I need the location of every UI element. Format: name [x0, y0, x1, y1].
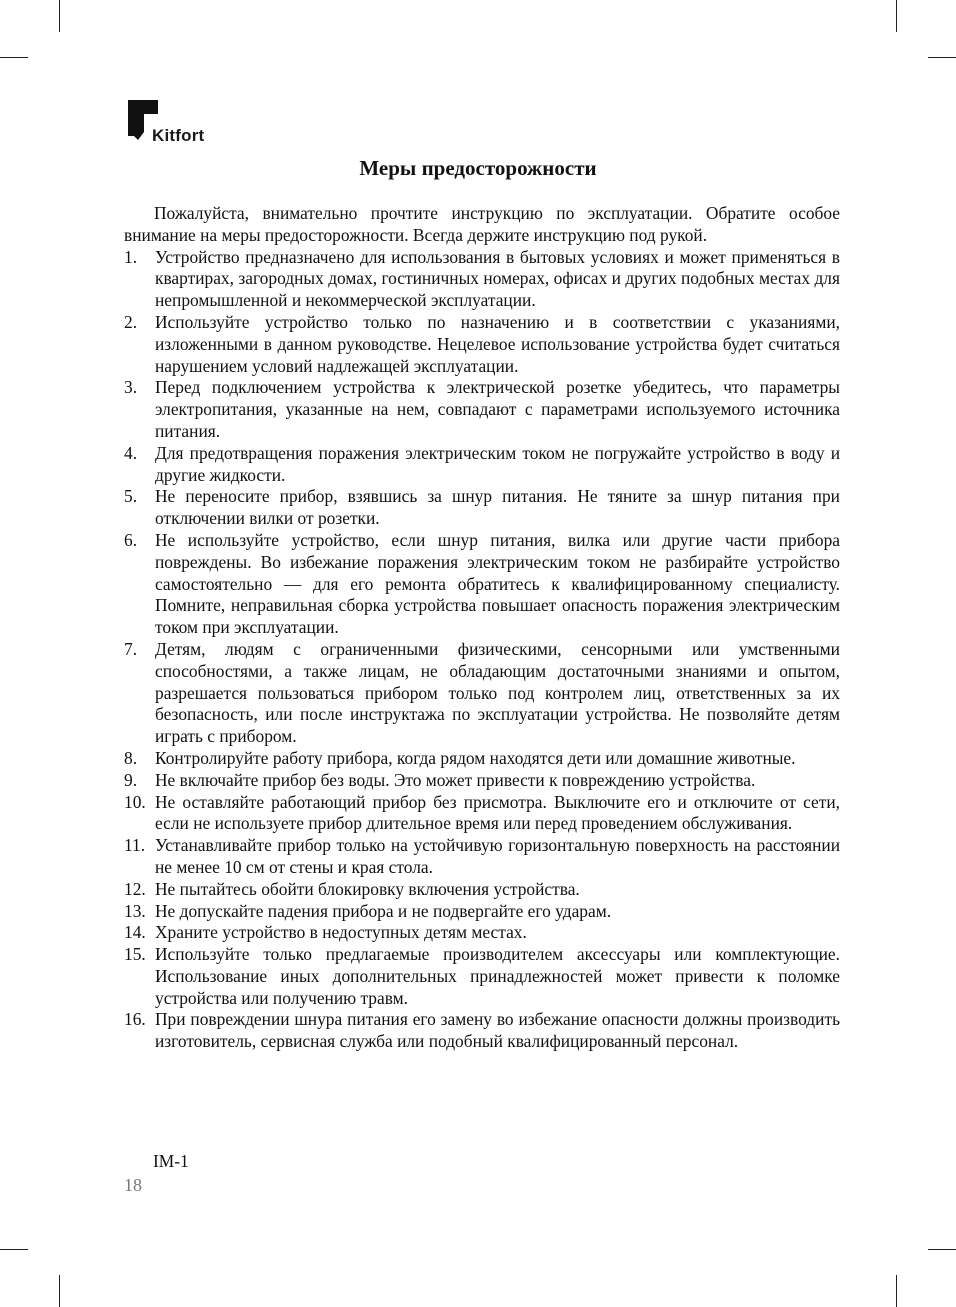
- list-item: [124, 377, 840, 442]
- list-item-number: 3.: [124, 377, 138, 398]
- list-item: [124, 901, 840, 923]
- crop-mark: [928, 57, 956, 58]
- list-item-number: 14.: [124, 922, 146, 943]
- list-item-number: 13.: [124, 900, 146, 921]
- list-item-number: 1.: [124, 246, 138, 267]
- list-item-text: Не используйте устройство, если шнур питания, вилка или другие части прибора повреждены. Во избежание поражения электрическим током не разбирайте устройство самостоятельно — для его ремонта обратитесь к квалифицированному специалисту. Помните, неправильная сборка устройства повышает опасность поражения электрическим током при эксплуатации.: [155, 529, 840, 638]
- list-item: [124, 835, 840, 879]
- list-item: [124, 639, 840, 748]
- list-item-number: 8.: [124, 747, 138, 768]
- crop-mark: [928, 1249, 956, 1250]
- list-item-text: Не переносите прибор, взявшись за шнур питания. Не тяните за шнур питания при отключении вилки от розетки.: [155, 486, 840, 529]
- document-code: IM-1: [153, 1151, 189, 1171]
- list-item: [124, 443, 840, 487]
- list-item: [124, 530, 840, 639]
- list-item-text: Не оставляйте работающий прибор без присмотра. Выключите его и отключите от сети, если не используете прибор длительное время или перед проведением обслуживания.: [155, 791, 840, 834]
- list-item: [124, 792, 840, 836]
- list-item-text: Не допускайте падения прибора и не подвергайте его ударам.: [155, 900, 612, 921]
- list-item-text: Контролируйте работу прибора, когда рядом находятся дети или домашние животные.: [155, 747, 796, 768]
- list-item-number: 10.: [124, 791, 146, 812]
- list-item: [124, 312, 840, 377]
- list-item-number: 9.: [124, 769, 138, 790]
- list-item: [124, 879, 840, 901]
- crop-mark: [59, 0, 60, 32]
- page-title: Меры предосторожности: [359, 156, 597, 180]
- list-item: [124, 486, 840, 530]
- list-item-text: Устройство предназначено для использования в бытовых условиях и может применяться в квартирах, загородных домах, гостиничных номерах, офисах и других подобных местах для непромышленной и некоммерческой эксплуатации.: [155, 246, 840, 311]
- crop-mark: [896, 0, 897, 32]
- intro-paragraph: Пожалуйста, внимательно прочтите инструкцию по эксплуатации. Обратите особое внимание на меры предосторожности. Всегда держите инструкцию под рукой.: [124, 203, 840, 245]
- list-item: [124, 247, 840, 312]
- list-item: [124, 922, 840, 944]
- list-item-number: 15.: [124, 944, 146, 965]
- list-item-number: 6.: [124, 529, 138, 550]
- safety-text: [124, 203, 840, 1053]
- list-item-text: Детям, людям с ограниченными физическими, сенсорными или умственными способностями, а также лицам, не обладающим достаточными знаниями и опытом, разрешается пользоваться прибором только под контролем лиц, ответственных за их безопасность, или после инструктажа по эксплуатации устройства. Не позволяйте детям играть с прибором.: [155, 638, 840, 747]
- list-item-text: Устанавливайте прибор только на устойчивую горизонтальную поверхность на расстоянии не менее 10 см от стены и края стола.: [155, 835, 840, 877]
- list-item: [124, 770, 840, 792]
- list-item-text: Для предотвращения поражения электрическим током не погружайте устройство в воду и другие жидкости.: [155, 442, 840, 485]
- list-item-text: Храните устройство в недоступных детям местах.: [155, 922, 527, 943]
- list-item: [124, 748, 840, 770]
- list-item-text: Используйте устройство только по назначению и в соответствии с указаниями, изложенными в данном руководстве. Нецелевое использование устройства будет считаться нарушением условий надлежащей эксплуатации.: [155, 311, 840, 376]
- list-item-number: 5.: [124, 486, 138, 507]
- list-item-text: Не пытайтесь обойти блокировку включения устройства.: [155, 878, 580, 899]
- list-item-text: Не включайте прибор без воды. Это может привести к повреждению устройства.: [155, 769, 756, 790]
- list-item: [124, 1009, 840, 1053]
- crop-mark: [0, 57, 28, 58]
- list-item-number: 2.: [124, 311, 138, 332]
- crop-mark: [0, 1249, 28, 1250]
- list-item-text: Перед подключением устройства к электрической розетке убедитесь, что параметры электропитания, указанные на нем, совпадают с параметрами используемого источника питания.: [155, 377, 840, 441]
- list-item-number: 16.: [124, 1009, 146, 1030]
- list-item: [124, 944, 840, 1009]
- list-item-number: 11.: [124, 835, 146, 856]
- list-item-text: Используйте только предлагаемые производителем аксессуары или комплектующие. Использование иных дополнительных принадлежностей может привести к поломке устройства или получению травм.: [155, 944, 840, 1008]
- list-item-number: 7.: [124, 638, 138, 659]
- list-item-number: 4.: [124, 442, 138, 463]
- precautions-list: [124, 247, 840, 1053]
- list-item-text: При повреждении шнура питания его замену во избежание опасности должны производить изготовитель, сервисная служба или подобный квалифицированный персонал.: [155, 1009, 840, 1052]
- crop-mark: [59, 1275, 60, 1307]
- brand-name: Kitfort: [152, 126, 205, 145]
- list-item-number: 12.: [124, 878, 146, 899]
- page-number: 18: [124, 1175, 142, 1195]
- crop-mark: [896, 1275, 897, 1307]
